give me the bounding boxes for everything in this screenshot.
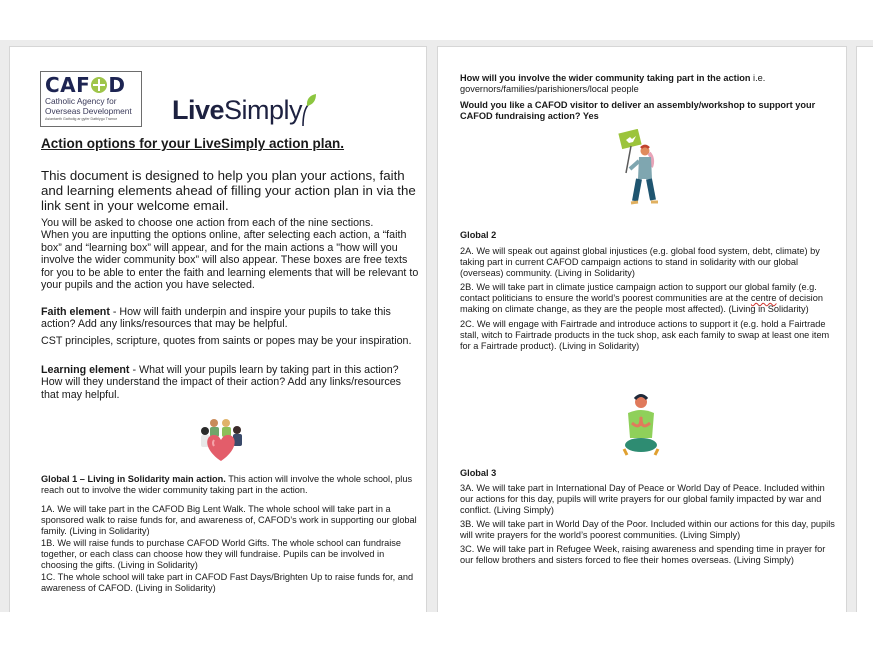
- wider-community-text: i.e. governors/families/parishioners/local people: [460, 73, 766, 94]
- learning-element-text: - What will your pupils learn by taking part in this action? How will they understand the impact of their action? Add any links/resources that may helpful.: [41, 364, 401, 401]
- cafod-subtitle-line2: Overseas Development: [45, 105, 132, 116]
- livesimply-logo: [172, 87, 317, 127]
- action-option-3c: 3C. We will take part in Refugee Week, raising awareness and spending time in prayer for our fellow brothers and sisters forced to flee their homes overseas. (Living Simply): [460, 544, 826, 565]
- cafod-welsh-subtitle: Asiantaeth Gatholig ar gyfer Datblygu Tramor: [45, 117, 118, 121]
- document-page-1: [9, 46, 427, 612]
- protester-with-dove-sign-illustration: [618, 129, 660, 207]
- cst-paragraph: CST principles, scripture, quotes from saints or popes may be your inspiration.: [41, 335, 412, 347]
- cafod-subtitle: [45, 97, 137, 116]
- livesimply-regular: Simply: [224, 95, 303, 125]
- global-3-heading: Global 3: [460, 468, 497, 478]
- cafod-subtitle-line1: Catholic Agency for: [45, 96, 117, 106]
- global-1-heading-paragraph: [41, 474, 419, 496]
- praying-person-illustration: [621, 393, 661, 459]
- action-2b-text-end: of decision making on climate change, as they are the people most affected). (Living in Solidarity): [460, 293, 823, 314]
- cafod-cross-icon: [91, 77, 107, 93]
- global-1-text: This action will involve the whole school, plus reach out to involve the wider community taking part in the action.: [41, 474, 413, 495]
- action-option-1b: 1B. We will raise funds to purchase CAFOD World Gifts. The whole school can fundraise together, or each class can choose how they will fundraise. Pupils can be involved in choosing the gifts. (Living in Solidarity): [41, 538, 402, 570]
- faith-element-paragraph: [41, 306, 419, 331]
- solidarity-heart-illustration: [195, 417, 247, 463]
- cafod-word-right: D: [108, 73, 126, 97]
- intro-paragraph: This document is designed to help you plan your actions, faith and learning elements ahead of filling your action plan in via the link sent in your welcome email.: [41, 168, 416, 213]
- action-option-3b: 3B. We will take part in World Day of the Poor. Included within our actions for this day, pupils will write prayers for the world’s poorest communities. (Living Simply): [460, 519, 835, 540]
- cafod-visitor-question: Would you like a CAFOD visitor to deliver an assembly/workshop to support your CAFOD fundraising action? Yes: [460, 100, 816, 121]
- livesimply-bold: Live: [172, 95, 225, 125]
- action-option-3a: 3A. We will take part in International Day of Peace or World Day of Peace. Included within our actions for this day, pupils will write prayers for our global family impacted by war and conflict. (Living Simply): [460, 483, 825, 515]
- wider-community-label: How will you involve the wider community taking part in the action: [460, 73, 751, 83]
- document-viewer[interactable]: [0, 40, 873, 612]
- faith-element-label: Faith element: [41, 306, 110, 318]
- global-2-heading: Global 2: [460, 230, 497, 240]
- learning-element-paragraph: [41, 364, 419, 401]
- instructions-line-1: You will be asked to choose one action from each of the nine sections.: [41, 217, 374, 229]
- spellcheck-flagged-word[interactable]: centre: [750, 293, 777, 303]
- cafod-wordmark: [45, 75, 137, 95]
- instructions-line-2: When you are inputting the options online, after selecting each action, a “faith box” and “learning box” will appear, and for the main actions a "how will you involve the wider community box” will also appear. These boxes are free texts for you to be able to enter the faith and learning elements that will be relevant to your pupils and the action you have selected.: [41, 229, 419, 292]
- action-option-2c: 2C. We will engage with Fairtrade and introduce actions to support it (e.g. hold a Fairtrade stall, witch to Fairtrade products in the tuck shop, ask each family to swap at least one item for a Fairtrade product). (Living in Solidarity): [460, 319, 830, 351]
- document-page-2: [437, 46, 847, 612]
- cafod-logo: [40, 71, 142, 127]
- page-title: Action options for your LiveSimply action plan.: [41, 136, 345, 151]
- cafod-word-left: CAF: [45, 73, 91, 97]
- action-2b-text-start: 2B. We will take part in climate justice campaign action to support our global family (e.g. contact politicians to ensure the world’s poorest communities are at the: [460, 282, 817, 303]
- action-option-2a: 2A. We will speak out against global injustices (e.g. global food system, debt, climate) by taking part in current CAFOD campaign actions to stand in solidarity with our global (overseas) community. (Living in Solidarity): [460, 246, 820, 278]
- global-1-label: Global 1 – Living in Solidarity main action.: [41, 474, 226, 484]
- action-option-2b: [460, 282, 840, 315]
- document-page-3-partial: [856, 46, 873, 612]
- instructions-paragraph: [41, 217, 419, 291]
- learning-element-label: Learning element: [41, 364, 130, 376]
- faith-element-text: - How will faith underpin and inspire your pupils to take this action? Add any links/resources that may be helpful.: [41, 306, 391, 331]
- wider-community-paragraph: [460, 73, 840, 95]
- action-option-1c: 1C. The whole school will take part in CAFOD Fast Days/Brighten Up to raise funds for, and awareness of CAFOD. (Living in Solidarity): [41, 572, 414, 593]
- action-option-1a: 1A. We will take part in the CAFOD Big Lent Walk. The whole school will take part in a sponsored walk to raise funds for, and awareness of, CAFOD’s work in supporting our global family. (Living in Solidarity): [41, 504, 417, 536]
- leaf-icon: [299, 93, 317, 127]
